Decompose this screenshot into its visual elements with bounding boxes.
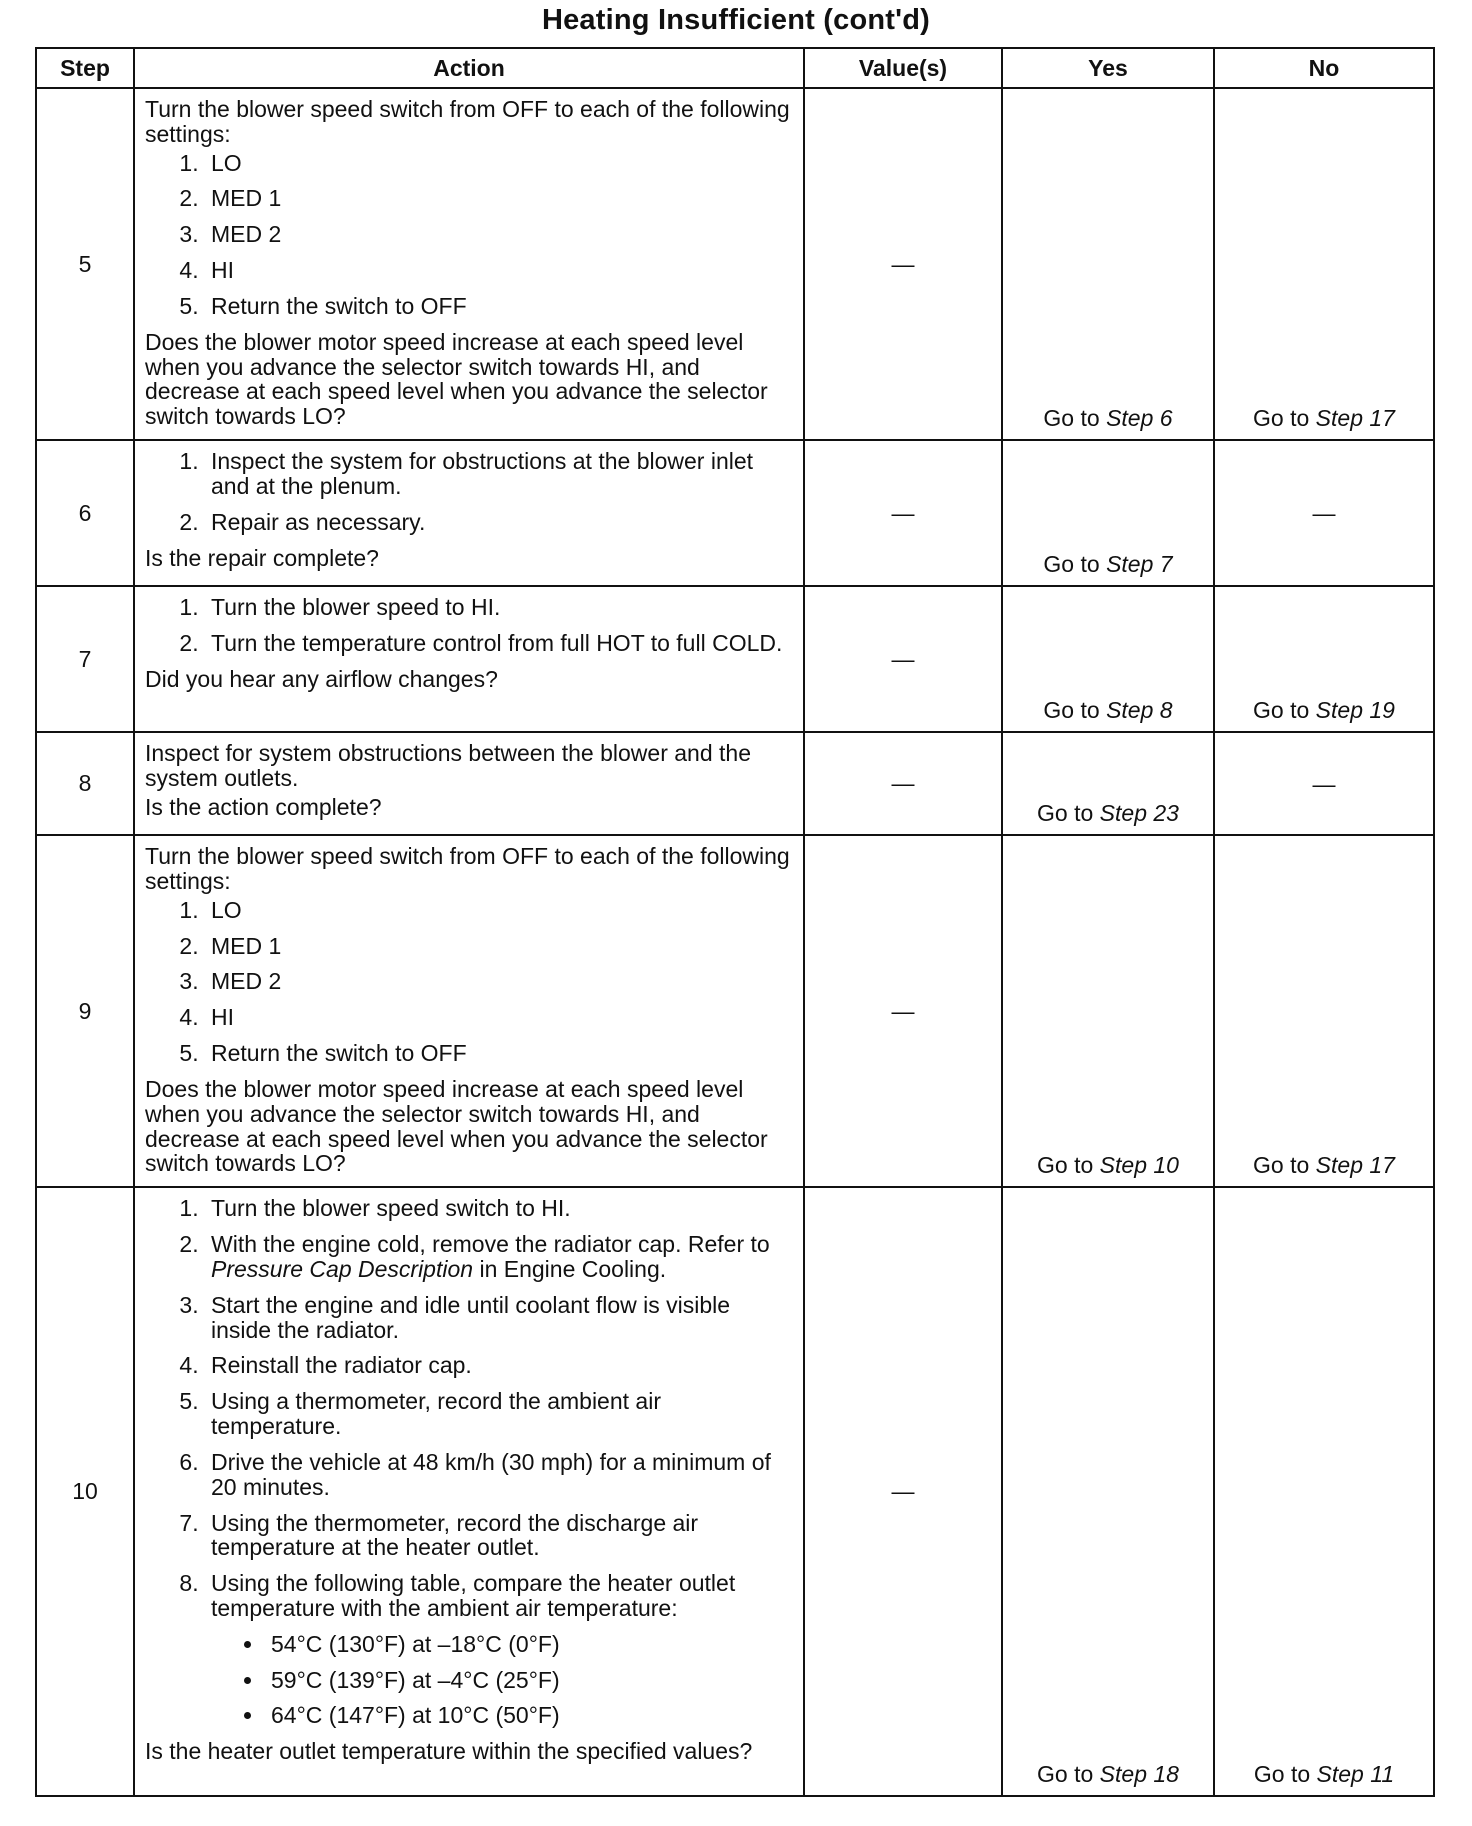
action-step [205, 1571, 795, 1728]
action-cell [134, 835, 804, 1187]
temperature-spec-list [211, 1632, 795, 1728]
page-title: Heating Insufficient (cont'd) [541, 4, 931, 36]
value-cell: — [804, 440, 1002, 586]
action-step: 3. MED 2 [205, 222, 795, 247]
goto-prefix: Go to [1043, 697, 1107, 724]
no-step-link[interactable]: Step 17 [1315, 1152, 1395, 1179]
no-cell [1214, 586, 1434, 732]
action-question: Did you hear any airflow changes? [145, 665, 498, 692]
table-row-step-5 [36, 88, 1434, 440]
action-steps-list [145, 1196, 795, 1728]
value-cell: — [804, 1187, 1002, 1796]
no-cell [1214, 835, 1434, 1187]
action-step: 4. HI [205, 1005, 795, 1030]
yes-cell [1002, 732, 1214, 835]
action-step: 5. Return the switch to OFF [205, 1041, 795, 1066]
action-step: 2. Repair as necessary. [205, 510, 795, 535]
yes-step-link[interactable]: Step 6 [1106, 405, 1173, 432]
table-row-step-10 [36, 1187, 1434, 1796]
no-step-link[interactable]: Step 11 [1316, 1761, 1395, 1788]
goto-prefix: Go to [1037, 800, 1100, 827]
action-step: 1. Turn the blower speed to HI. [205, 595, 795, 620]
action-step-text: Using the following table, compare the heater outlet temperature with the ambient air temperature: [211, 1570, 736, 1621]
action-step: 2. MED 1 [205, 934, 795, 959]
table-row-step-9 [36, 835, 1434, 1187]
yes-step-link[interactable]: Step 23 [1099, 800, 1179, 827]
table-row-step-6 [36, 440, 1434, 586]
header-action: Action [134, 48, 804, 88]
yes-step-link[interactable]: Step 7 [1106, 551, 1173, 578]
reference-link[interactable]: Pressure Cap Description [211, 1255, 474, 1282]
yes-cell [1002, 586, 1214, 732]
action-question: Is the heater outlet temperature within the specified values? [145, 1738, 753, 1765]
action-steps-list [145, 898, 795, 1066]
table-header-row [36, 48, 1434, 88]
action-steps-list [145, 449, 795, 534]
action-question: Does the blower motor speed increase at each speed level when you advance the selector switch towards HI, and decrease at each speed level when you advance the selector switch towards LO? [145, 328, 768, 430]
action-step: 3. Start the engine and idle until coolant flow is visible inside the radiator. [205, 1293, 795, 1343]
action-step: 5. Return the switch to OFF [205, 294, 795, 319]
no-step-link[interactable]: Step 17 [1315, 405, 1395, 432]
action-step [205, 1232, 795, 1282]
action-step: 1. LO [205, 898, 795, 923]
yes-cell [1002, 835, 1214, 1187]
value-cell: — [804, 732, 1002, 835]
temperature-spec: • 59°C (139°F) at –4°C (25°F) [265, 1668, 795, 1693]
goto-prefix: Go to [1253, 405, 1316, 432]
diagnostic-table [35, 47, 1435, 1797]
yes-step-link[interactable]: Step 8 [1106, 697, 1173, 724]
action-intro: Turn the blower speed switch from OFF to each of the following settings: [145, 96, 790, 147]
header-values: Value(s) [804, 48, 1002, 88]
action-intro: Inspect for system obstructions between the blower and the system outlets. [145, 740, 751, 791]
action-cell [134, 732, 804, 835]
action-step: 3. MED 2 [205, 969, 795, 994]
action-step: 1. Inspect the system for obstructions at the blower inlet and at the plenum. [205, 449, 795, 499]
step-number: 7 [36, 586, 134, 732]
action-cell [134, 88, 804, 440]
yes-cell [1002, 88, 1214, 440]
step-number: 10 [36, 1187, 134, 1796]
step-number: 5 [36, 88, 134, 440]
table-row-step-8 [36, 732, 1434, 835]
yes-step-link[interactable]: Step 10 [1099, 1152, 1179, 1179]
action-cell [134, 1187, 804, 1796]
action-step-text-suffix: in Engine Cooling. [473, 1255, 667, 1282]
yes-cell [1002, 1187, 1214, 1796]
action-question: Does the blower motor speed increase at each speed level when you advance the selector switch towards HI, and decrease at each speed level when you advance the selector switch towards LO? [145, 1075, 768, 1177]
action-steps-list [145, 595, 795, 656]
action-step: 7. Using the thermometer, record the discharge air temperature at the heater outlet. [205, 1511, 795, 1561]
action-question: Is the repair complete? [145, 544, 379, 571]
value-cell: — [804, 88, 1002, 440]
action-step: 5. Using a thermometer, record the ambient air temperature. [205, 1389, 795, 1439]
action-step: 1. LO [205, 151, 795, 176]
goto-prefix: Go to [1253, 697, 1316, 724]
temperature-spec: • 54°C (130°F) at –18°C (0°F) [265, 1632, 795, 1657]
goto-prefix: Go to [1043, 405, 1107, 432]
table-row-step-7 [36, 586, 1434, 732]
action-step: 2. MED 1 [205, 186, 795, 211]
goto-prefix: Go to [1253, 1761, 1317, 1788]
action-intro: Turn the blower speed switch from OFF to each of the following settings: [145, 843, 790, 894]
no-cell [1214, 88, 1434, 440]
no-cell: — [1214, 732, 1434, 835]
action-question: Is the action complete? [145, 793, 382, 820]
no-cell [1214, 1187, 1434, 1796]
action-steps-list [145, 151, 795, 319]
action-cell [134, 586, 804, 732]
yes-step-link[interactable]: Step 18 [1099, 1761, 1179, 1788]
temperature-spec: • 64°C (147°F) at 10°C (50°F) [265, 1703, 795, 1728]
action-step-text: With the engine cold, remove the radiator cap. Refer to [211, 1231, 770, 1258]
value-cell: — [804, 835, 1002, 1187]
goto-prefix: Go to [1037, 1152, 1100, 1179]
header-yes: Yes [1002, 48, 1214, 88]
action-step: 1. Turn the blower speed switch to HI. [205, 1196, 795, 1221]
goto-prefix: Go to [1037, 1761, 1100, 1788]
goto-prefix: Go to [1253, 1152, 1316, 1179]
value-cell: — [804, 586, 1002, 732]
action-step: 4. Reinstall the radiator cap. [205, 1353, 795, 1378]
no-step-link[interactable]: Step 19 [1315, 697, 1395, 724]
header-step: Step [36, 48, 134, 88]
action-step: 4. HI [205, 258, 795, 283]
goto-prefix: Go to [1043, 551, 1107, 578]
action-step: 2. Turn the temperature control from full HOT to full COLD. [205, 631, 795, 656]
step-number: 6 [36, 440, 134, 586]
action-cell [134, 440, 804, 586]
step-number: 8 [36, 732, 134, 835]
step-number: 9 [36, 835, 134, 1187]
yes-cell [1002, 440, 1214, 586]
header-no: No [1214, 48, 1434, 88]
action-step: 6. Drive the vehicle at 48 km/h (30 mph) for a minimum of 20 minutes. [205, 1450, 795, 1500]
no-cell: — [1214, 440, 1434, 586]
